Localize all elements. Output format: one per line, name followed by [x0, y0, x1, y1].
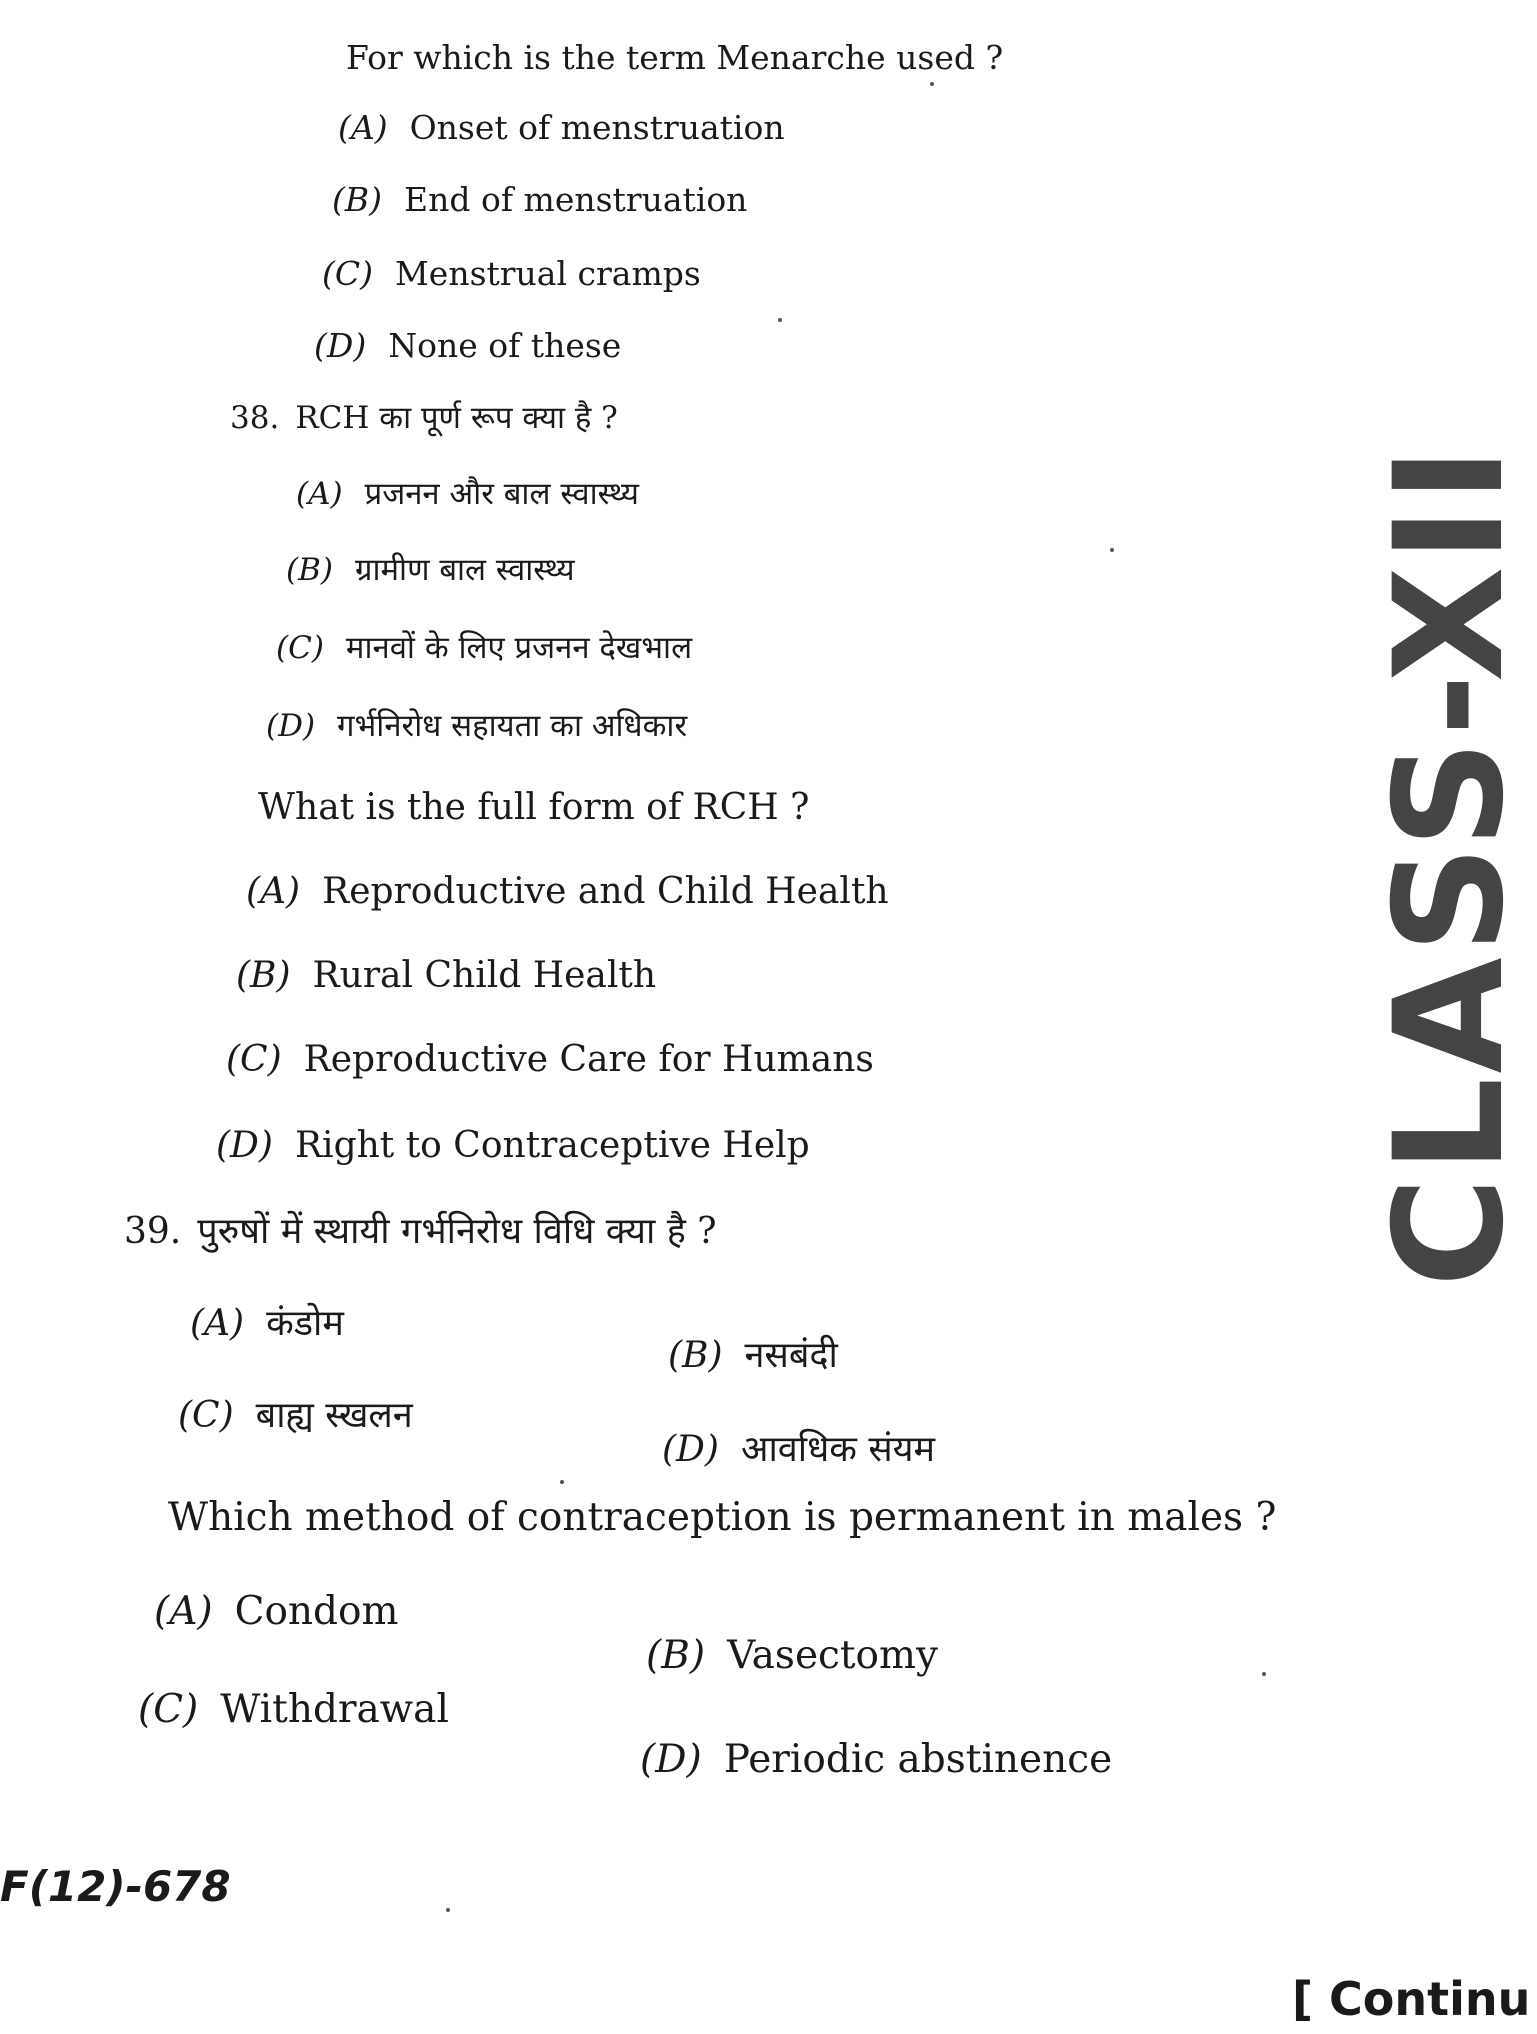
option-letter: (D) — [640, 1737, 702, 1782]
q37-option-c — [322, 254, 701, 294]
q39-option-en-a — [154, 1589, 399, 1634]
scan-speck — [1110, 548, 1114, 552]
scan-speck — [446, 1908, 450, 1912]
option-letter: (A) — [246, 871, 301, 912]
question-number: 39. — [124, 1211, 182, 1252]
q39-question-en: Which method of contraception is permanent in males ? — [168, 1495, 1277, 1540]
option-text: Reproductive Care for Humans — [303, 1039, 874, 1080]
option-text: Condom — [234, 1589, 399, 1634]
option-text: Onset of menstruation — [409, 108, 785, 147]
q38-option-en-d — [216, 1126, 810, 1166]
option-text: Rural Child Health — [312, 955, 657, 996]
option-letter: (D) — [266, 708, 316, 744]
q39-option-hi-d — [662, 1430, 935, 1470]
question-text: RCH का पूर्ण रूप क्या है ? — [295, 400, 618, 436]
option-text: Vasectomy — [727, 1633, 939, 1678]
class-watermark — [1363, 280, 1537, 1450]
q37-option-a — [338, 108, 785, 148]
option-letter: (B) — [286, 552, 333, 588]
option-letter: (C) — [226, 1039, 282, 1080]
option-text: Reproductive and Child Health — [322, 871, 889, 912]
q38-option-hi-b — [286, 550, 575, 590]
option-text: आवधिक संयम — [740, 1429, 936, 1470]
option-letter: (A) — [338, 108, 388, 147]
scan-speck — [930, 82, 934, 86]
option-letter: (C) — [276, 630, 324, 666]
q39-option-en-d — [640, 1737, 1113, 1782]
option-text: Periodic abstinence — [723, 1737, 1113, 1782]
option-letter: (B) — [646, 1633, 706, 1678]
q38-question-hi — [230, 398, 618, 438]
option-text: बाह्य स्खलन — [255, 1395, 413, 1436]
question-number: 38. — [230, 400, 280, 436]
question-text: पुरुषों में स्थायी गर्भनिरोध विधि क्या है ? — [197, 1211, 717, 1252]
q37-question-en: For which is the term Menarche used ? — [346, 38, 1004, 77]
continue-label: [ Continu — [1292, 1972, 1531, 2026]
q39-option-en-c — [138, 1687, 449, 1732]
q39-question-hi — [124, 1212, 717, 1252]
q39-option-hi-a — [190, 1304, 344, 1344]
option-letter: (D) — [314, 326, 367, 365]
option-text: गर्भनिरोध सहायता का अधिकार — [337, 708, 688, 744]
q38-question-en: What is the full form of RCH ? — [258, 787, 810, 828]
option-text: मानवों के लिए प्रजनन देखभाल — [345, 630, 693, 666]
q38-option-en-a — [246, 872, 889, 912]
q38-option-hi-d — [266, 706, 687, 746]
option-letter: (C) — [178, 1395, 234, 1436]
option-letter: (B) — [332, 180, 382, 219]
q39-option-hi-b — [668, 1336, 838, 1376]
option-text: ग्रामीण बाल स्वास्थ्य — [354, 552, 575, 588]
option-text: कंडोम — [266, 1303, 344, 1344]
watermark-text: CLASS-XII — [1363, 442, 1537, 1288]
q39-option-hi-c — [178, 1396, 413, 1436]
option-letter: (B) — [236, 955, 291, 996]
option-letter: (A) — [296, 476, 343, 512]
q37-option-b — [332, 180, 747, 220]
scan-speck — [778, 318, 782, 322]
option-letter: (D) — [662, 1429, 719, 1470]
option-text: नसबंदी — [744, 1335, 838, 1376]
option-letter: (C) — [322, 254, 373, 293]
q38-option-hi-a — [296, 474, 639, 514]
option-text: Withdrawal — [220, 1687, 449, 1732]
paper-code: F(12)-678 — [0, 1862, 231, 1911]
option-letter: (D) — [216, 1125, 273, 1166]
scan-speck — [560, 1480, 564, 1484]
option-letter: (B) — [668, 1335, 723, 1376]
option-text: Right to Contraceptive Help — [294, 1125, 810, 1166]
option-letter: (C) — [138, 1687, 199, 1732]
option-text: None of these — [388, 326, 622, 365]
q38-option-en-b — [236, 956, 656, 996]
q39-option-en-b — [646, 1633, 939, 1678]
option-letter: (A) — [154, 1589, 213, 1634]
option-text: प्रजनन और बाल स्वास्थ्य — [364, 476, 640, 512]
option-text: End of menstruation — [404, 180, 748, 219]
q37-option-d — [314, 326, 621, 366]
scan-speck — [1262, 1672, 1266, 1676]
option-text: Menstrual cramps — [395, 254, 701, 293]
q38-option-en-c — [226, 1040, 874, 1080]
q38-option-hi-c — [276, 628, 692, 668]
option-letter: (A) — [190, 1303, 245, 1344]
